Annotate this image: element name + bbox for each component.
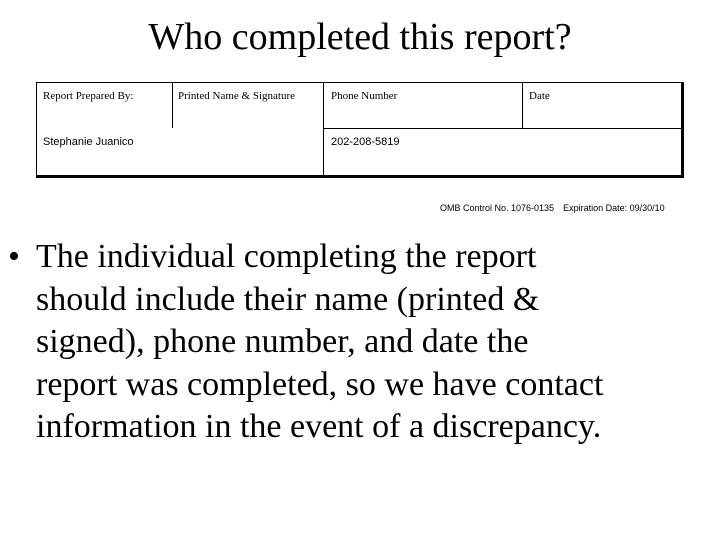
bullet-line: report was completed, so we have contact: [36, 365, 604, 403]
header-date: Date: [529, 90, 550, 102]
omb-control-number: OMB Control No. 1076-0135: [440, 203, 555, 213]
bullet-line: information in the event of a discrepancy.: [36, 408, 602, 445]
bullet-line: should include their name (printed &: [36, 280, 540, 318]
bullet-line: The individual completing the report: [36, 238, 537, 275]
header-printed-name-signature: Printed Name & Signature: [178, 90, 296, 102]
header-report-prepared-by: Report Prepared By:: [43, 90, 134, 102]
omb-control-line: [440, 203, 665, 214]
bullet-text: [36, 236, 708, 449]
value-phone-number: 202-208-5819: [331, 136, 400, 148]
form-row-divider: [323, 128, 682, 129]
expiration-date: Expiration Date: 09/30/10: [563, 203, 665, 213]
slide-title: Who completed this report?: [148, 16, 572, 58]
value-preparer-name: Stephanie Juanico: [43, 136, 134, 148]
bullet-line: signed), phone number, and date the: [36, 323, 529, 360]
report-prepared-by-form: [36, 82, 684, 178]
form-divider-1: [172, 83, 173, 128]
header-phone-number: Phone Number: [331, 90, 398, 102]
bullet-icon: •: [8, 238, 20, 275]
form-divider-2: [323, 83, 324, 176]
form-divider-3: [522, 83, 523, 128]
